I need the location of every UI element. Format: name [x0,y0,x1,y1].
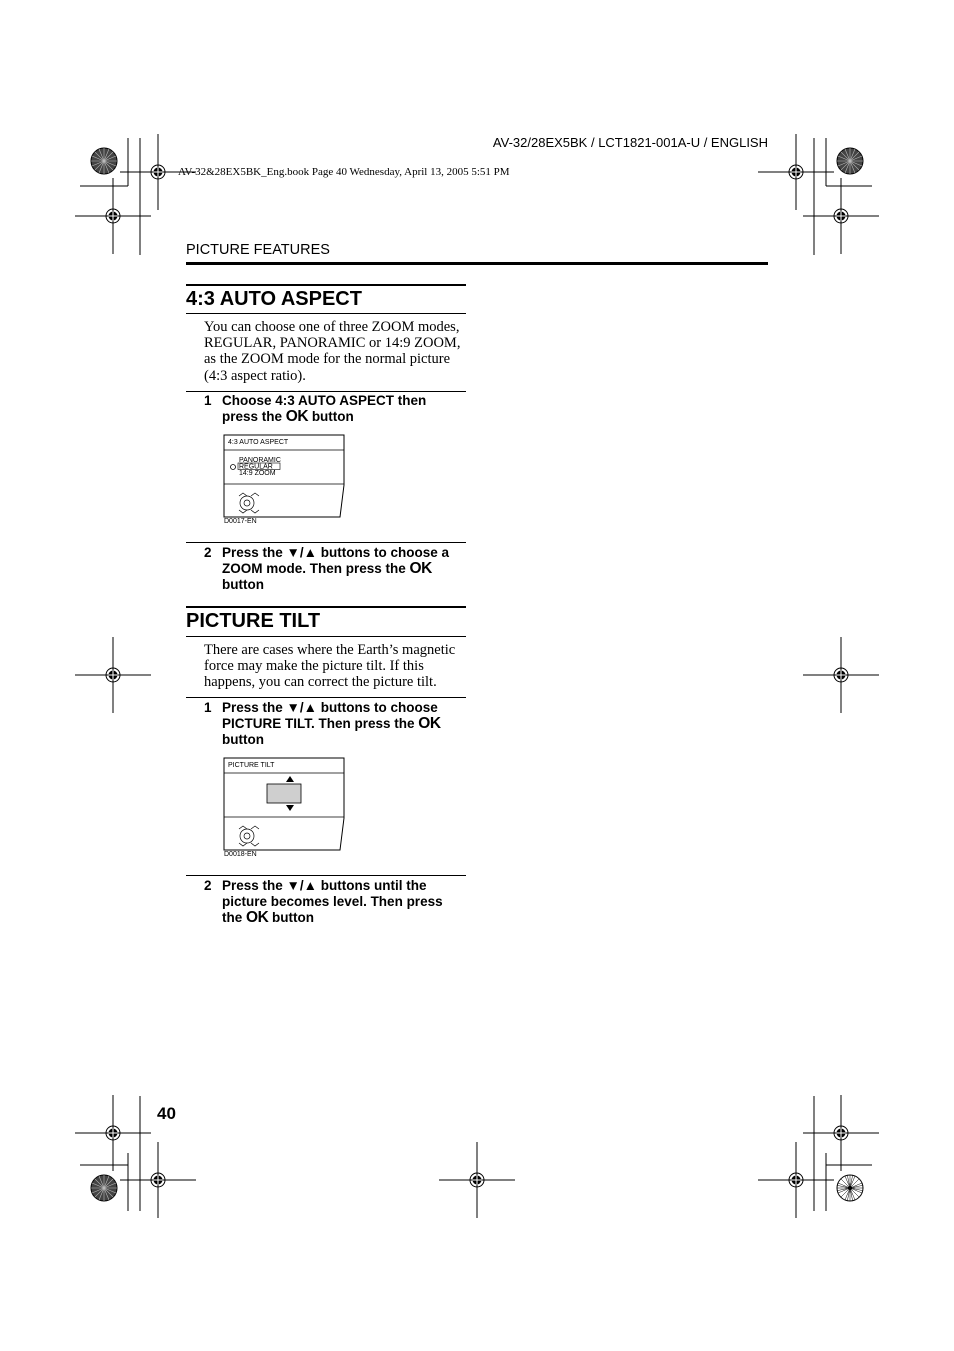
section-title-auto-aspect: 4:3 AUTO ASPECT [186,288,362,310]
picture-tilt-description: There are cases where the Earth’s magnetic force may make the picture tilt. If this happens, you can correct the picture tilt. [204,642,456,691]
ok-button-icon: OK [418,715,441,732]
figure-code: D0017-EN [224,518,257,525]
step-rule [186,391,466,392]
step-instruction: Press the ▼/▲ buttons until the picture becomes level. Then press the OK button [222,878,443,926]
option-14-9-zoom: 14:9 ZOOM [239,470,276,477]
book-info-line: AV-32&28EX5BK_Eng.book Page 40 Wednesday, April 13, 2005 5:51 PM [178,166,510,178]
section-top-rule [186,284,466,286]
picture-tilt-screen-illustration [222,756,348,856]
step-instruction: Press the ▼/▲ buttons to choose PICTURE TILT. Then press the OK button [222,700,441,747]
step-rule [186,542,466,543]
section-title-picture-tilt: PICTURE TILT [186,610,321,632]
ok-button-icon: OK [285,408,309,425]
page-number: 40 [157,1104,176,1123]
step-rule [186,875,466,876]
section-label: PICTURE FEATURES [186,242,330,258]
section-title-rule [186,313,466,314]
auto-aspect-description: You can choose one of three ZOOM modes, REGULAR, PANORAMIC or 14:9 ZOOM, as the ZOOM mode for the normal picture (4:3 aspect ratio). [204,319,461,384]
figure-code: D0018-EN [224,851,257,858]
option-regular: REGULAR [239,463,273,471]
ok-button-icon: OK [246,909,269,926]
section-top-rule [186,606,466,608]
tilt-preview-box [267,784,301,803]
screen-title: 4:3 AUTO ASPECT [228,439,289,446]
step-instruction: Press the ▼/▲ buttons to choose a ZOOM mode. Then press the OK button [222,545,450,592]
option-panoramic: PANORAMIC [239,457,281,464]
step-number: 2 [204,545,212,560]
step-number: 1 [204,700,212,715]
step-number: 1 [204,393,212,408]
auto-aspect-screen-illustration [222,433,348,523]
step-instruction: Choose 4:3 AUTO ASPECT then press the OK button [222,393,427,425]
ok-button-icon: OK [409,560,432,577]
section-title-rule [186,636,466,637]
model-header: AV-32/28EX5BK / LCT1821-001A-U / ENGLISH [492,135,768,150]
header-rule [186,262,768,265]
screen-title: PICTURE TILT [228,762,275,769]
step-number: 2 [204,878,212,893]
step-rule [186,697,466,698]
